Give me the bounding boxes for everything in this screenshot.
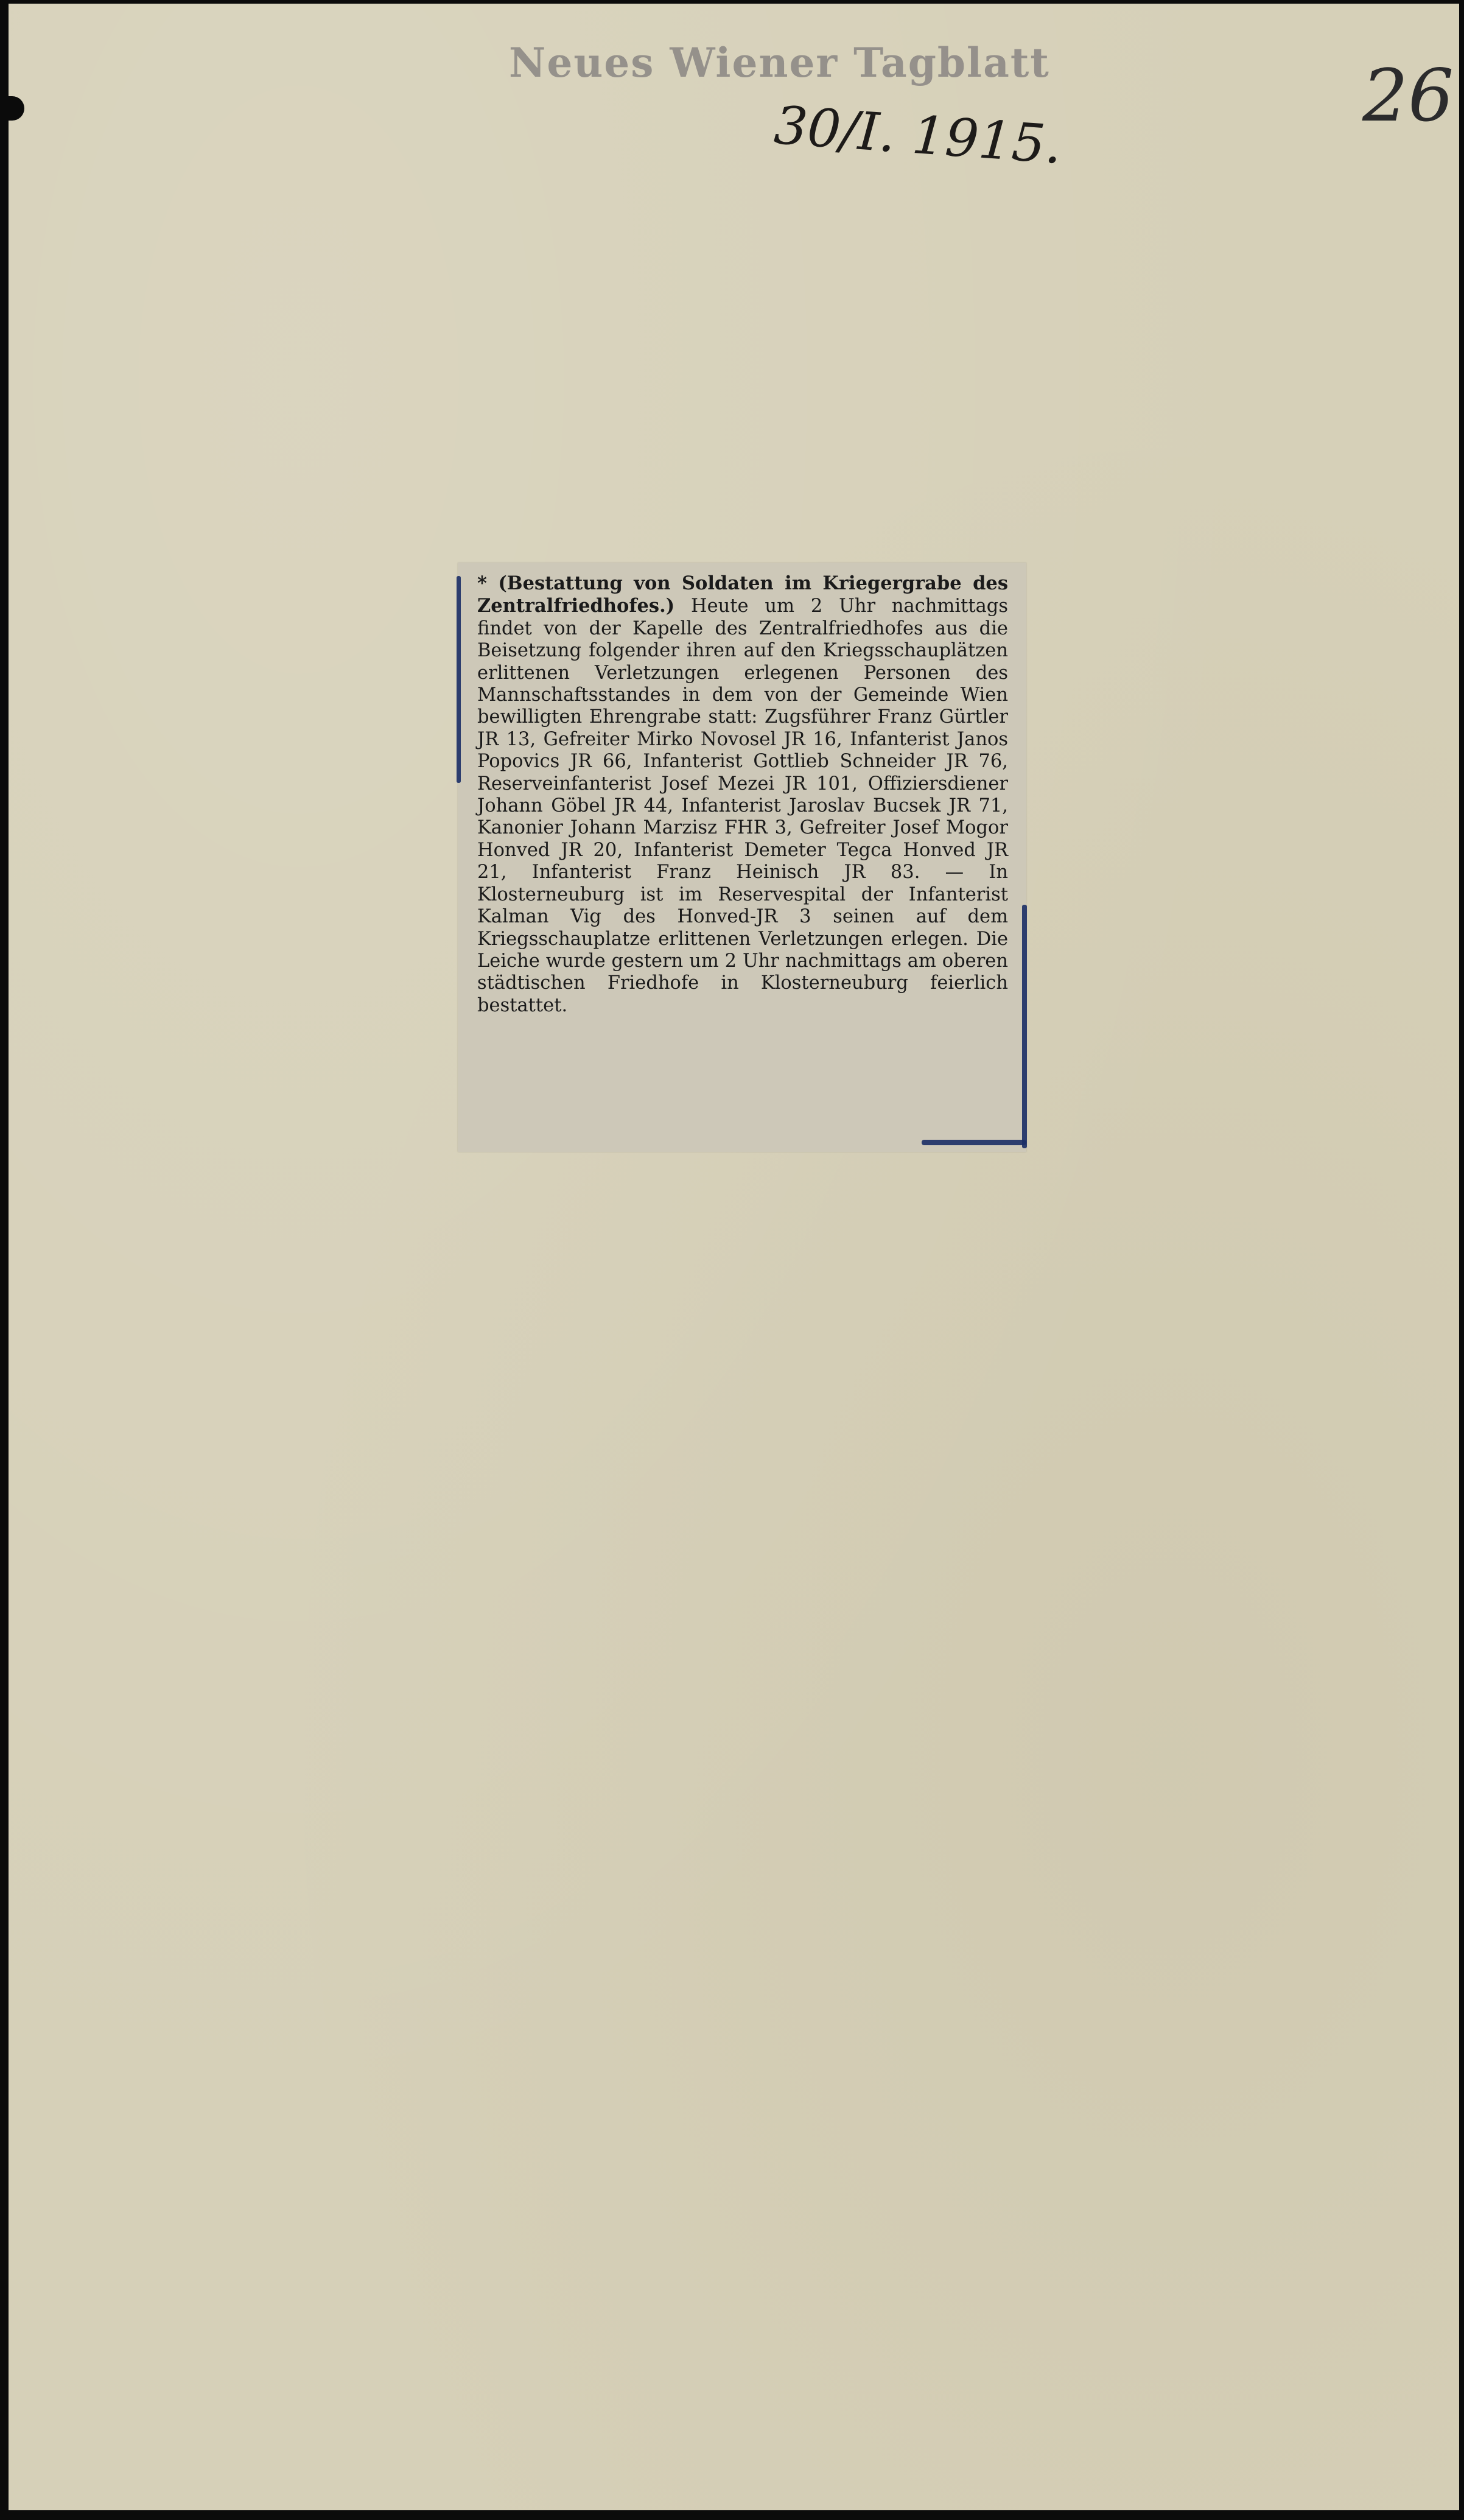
archive-sheet [9, 4, 1459, 2510]
edge-notch [9, 96, 24, 121]
blue-pencil-mark-bottom [922, 1140, 1026, 1145]
newspaper-name-stamp: Neues Wiener Tagblatt [509, 39, 1050, 86]
newspaper-clipping [458, 563, 1026, 1152]
article-body: Heute um 2 Uhr nachmittags findet von der Kapelle des Zentralfriedhofes aus die Beisetzung folgender ihren auf den Kriegsschauplätzen erlittenen Verletzungen erlegenen Personen des Mannschaftsstandes in dem von der Gemeinde Wien bewilligten Ehrengrabe statt: Zugsführer Franz Gürtler JR 13, Gefreiter Mirko Novosel JR 16, Infanterist Janos Popovics JR 66, Infanterist Gottlieb Schneider JR 76, Reserveinfanterist Josef Mezei JR 101, Offiziersdiener Johann Göbel JR 44, Infanterist Jaroslav Bucsek JR 71, Kanonier Johann Marzisz FHR 3, Gefreiter Josef Mogor Honved JR 20, Infanterist Demeter Tegca Honved JR 21, Infanterist Franz Heinisch JR 83. — In Klosterneuburg ist im Reservespital der Infanterist Kalman Vig des Honved-JR 3 seinen auf dem Kriegsschauplatze erlittenen Verletzungen erlegen. Die Leiche wurde gestern um 2 Uhr nachmittags am oberen städtischen Friedhofe in Klosterneuburg feierlich bestattet. [477, 595, 1008, 1016]
handwritten-date: 30/I. 1915. [772, 95, 1064, 176]
article-text [477, 572, 1008, 1017]
handwritten-folio-number: 26 [1362, 54, 1454, 138]
blue-pencil-mark-right [1022, 905, 1027, 1148]
article-heading: * (Bestattung von Soldaten im Kriegergrabe des Zentralfriedhofes.) [477, 572, 1008, 617]
blue-pencil-mark-left [457, 576, 461, 783]
